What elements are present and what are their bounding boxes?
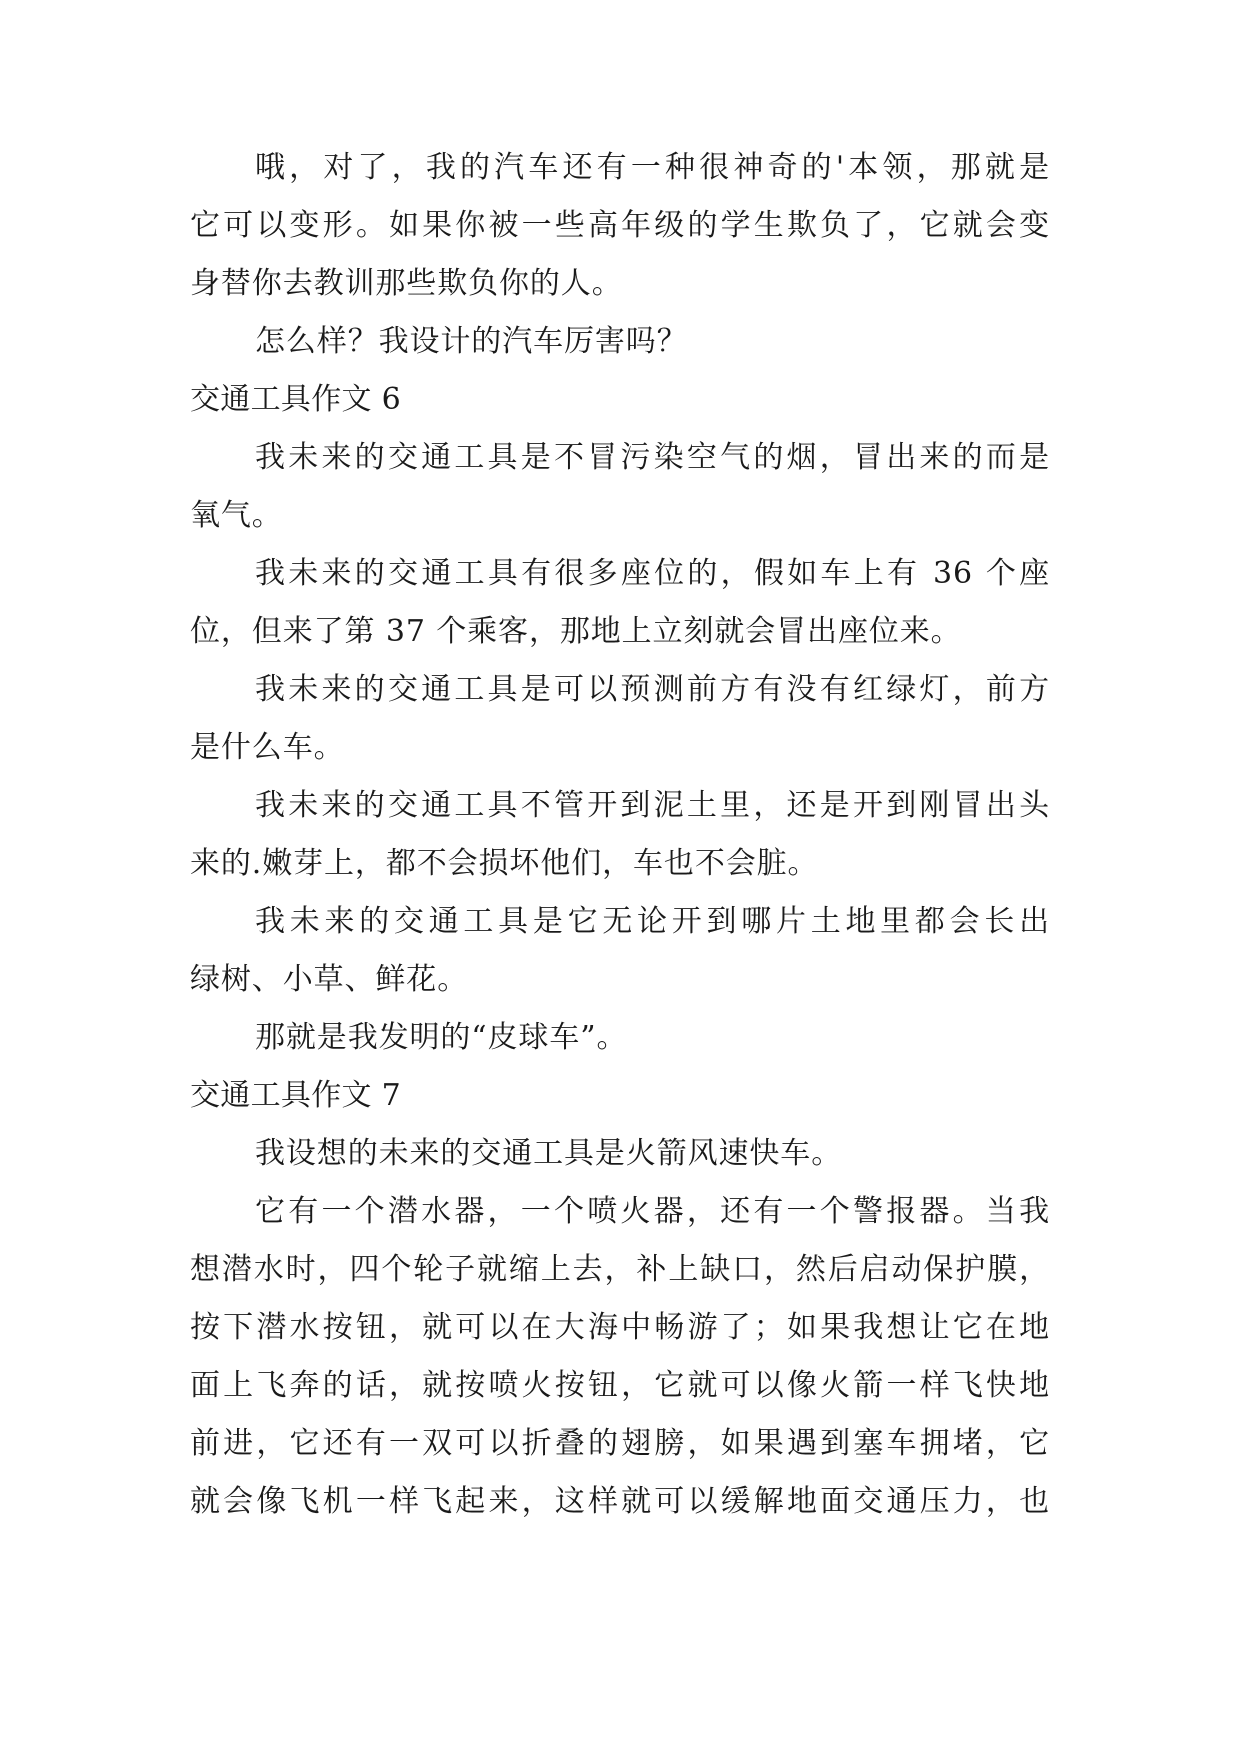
- paragraph-line: 我未来的交通工具有很多座位的，假如车上有 36 个座: [255, 556, 1050, 591]
- paragraph-line: 那就是我发明的“皮球车”。: [255, 1020, 628, 1055]
- paragraph-line: 氧气。: [190, 498, 283, 533]
- paragraph-line: 想潜水时，四个轮子就缩上去，补上缺口，然后启动保护膜，: [190, 1252, 1050, 1287]
- section-heading: 交通工具作文 7: [190, 1078, 402, 1113]
- paragraph-line: 我未来的交通工具是不冒污染空气的烟，冒出来的而是: [255, 440, 1050, 475]
- paragraph-line: 它有一个潜水器，一个喷火器，还有一个警报器。当我: [255, 1194, 1050, 1229]
- paragraph-line: 我未来的交通工具是可以预测前方有没有红绿灯，前方: [255, 672, 1050, 707]
- paragraph-line: 绿树、小草、鲜花。: [190, 962, 469, 997]
- paragraph-line: 身替你去教训那些欺负你的人。: [190, 266, 623, 301]
- section-heading: 交通工具作文 6: [190, 382, 402, 417]
- paragraph-line: 来的.嫩芽上，都不会损坏他们，车也不会脏。: [190, 846, 819, 881]
- paragraph-line: 面上飞奔的话，就按喷火按钮，它就可以像火箭一样飞快地: [190, 1368, 1050, 1403]
- paragraph-line: 我未来的交通工具是它无论开到哪片土地里都会长出: [255, 904, 1050, 939]
- paragraph-line: 哦，对了，我的汽车还有一种很神奇的'本领，那就是: [255, 150, 1050, 185]
- paragraph-line: 位，但来了第 37 个乘客，那地上立刻就会冒出座位来。: [190, 614, 962, 649]
- paragraph-line: 它可以变形。如果你被一些高年级的学生欺负了，它就会变: [190, 208, 1050, 243]
- paragraph-line: 就会像飞机一样飞起来，这样就可以缓解地面交通压力，也: [190, 1484, 1050, 1519]
- paragraph-line: 我未来的交通工具不管开到泥土里，还是开到刚冒出头: [255, 788, 1050, 823]
- paragraph-line: 按下潜水按钮，就可以在大海中畅游了；如果我想让它在地: [190, 1310, 1050, 1345]
- paragraph-line: 怎么样？我设计的汽车厉害吗？: [255, 324, 688, 359]
- paragraph-line: 我设想的未来的交通工具是火箭风速快车。: [255, 1136, 843, 1171]
- paragraph-line: 前进，它还有一双可以折叠的翅膀，如果遇到塞车拥堵，它: [190, 1426, 1050, 1461]
- paragraph-line: 是什么车。: [190, 730, 345, 765]
